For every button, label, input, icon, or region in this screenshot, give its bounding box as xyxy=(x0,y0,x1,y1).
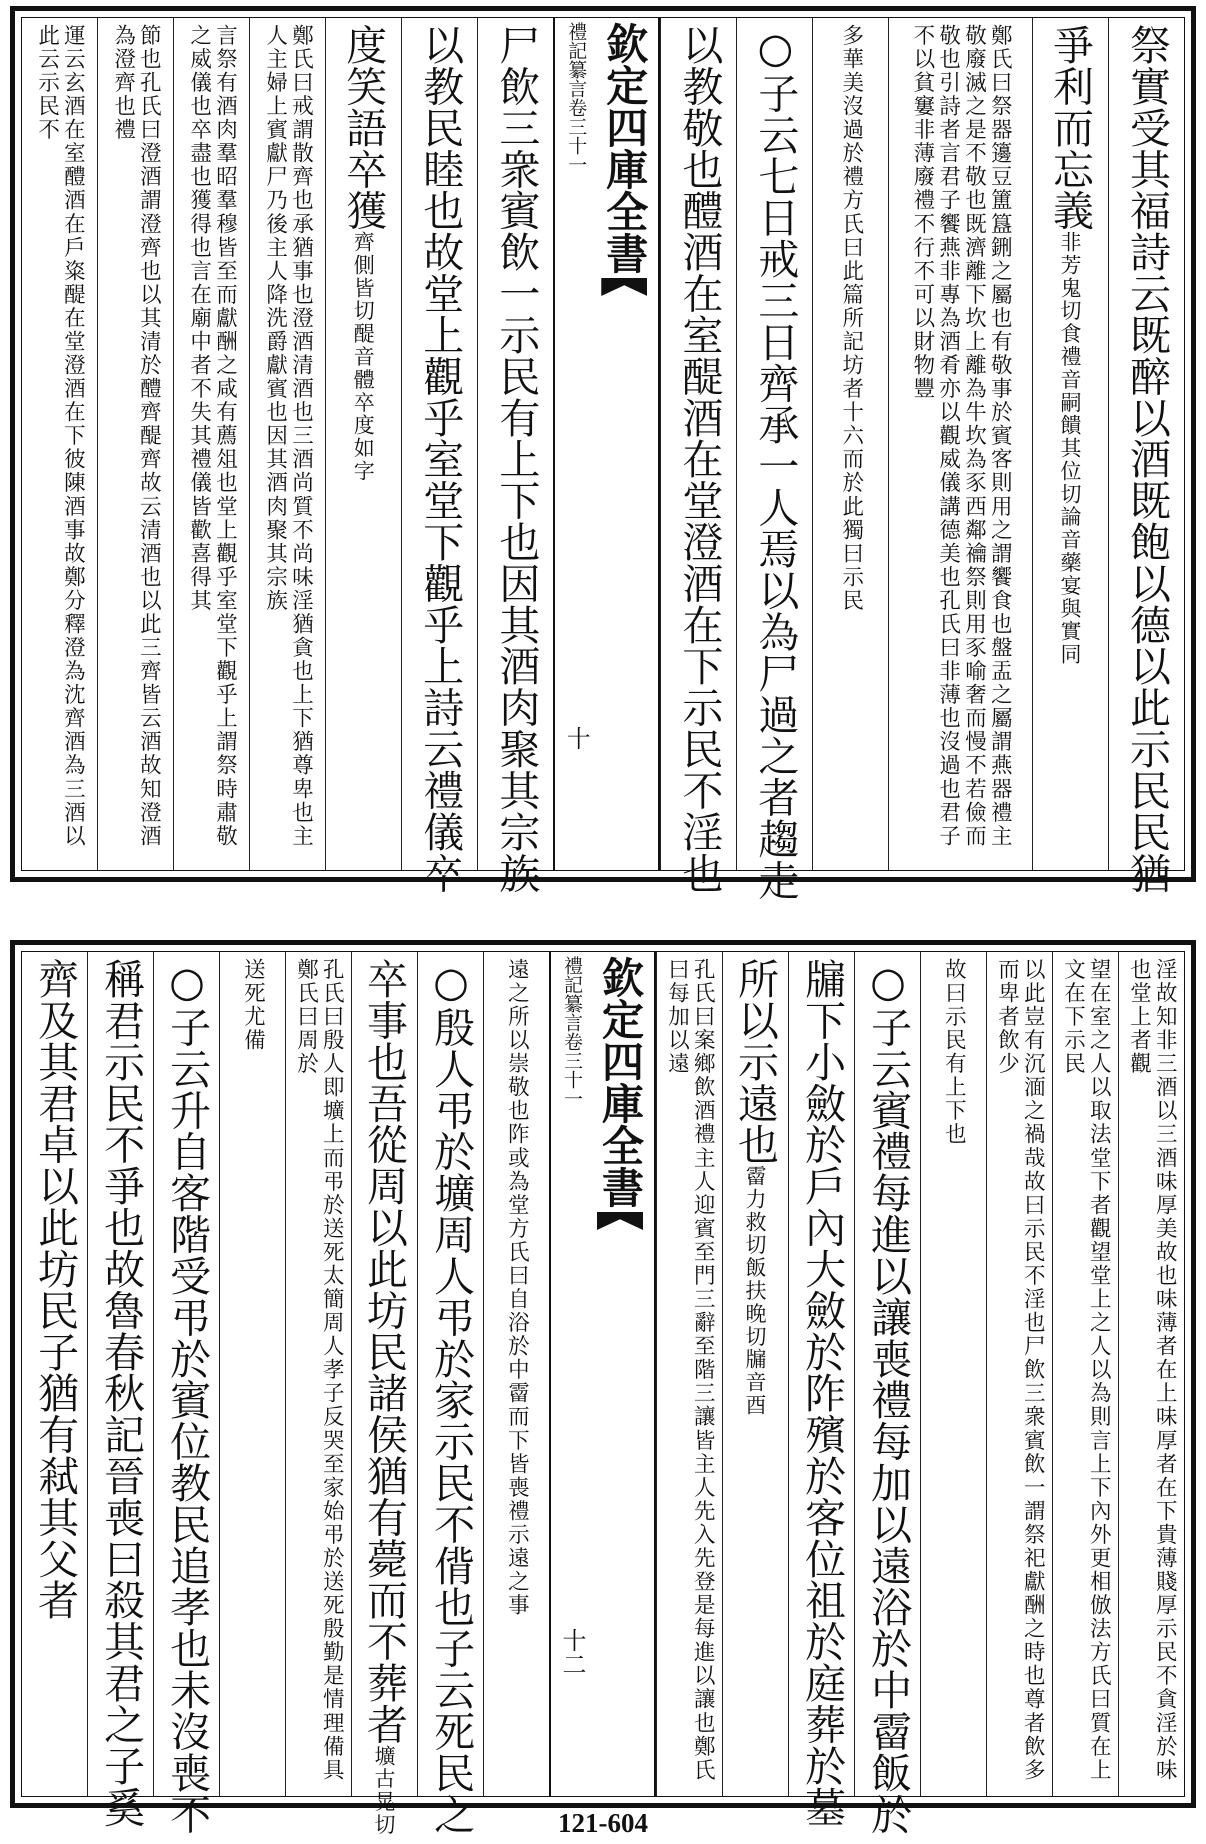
commentary-column xyxy=(888,18,1032,870)
fish-tail-mark-icon xyxy=(601,278,647,306)
text-column xyxy=(788,952,854,1828)
commentary-text: 孔氏曰殷人即壙上而弔於送死太簡周人孝子反哭至家始弔於送死殷勤是情理備具鄭氏曰周於 xyxy=(293,958,345,1782)
running-head-block xyxy=(594,22,654,870)
main-text: ○殷人弔於壙周人弔於家示民不偝也子云死民之 xyxy=(427,958,476,1835)
commentary-text: 節也孔氏曰澄酒謂澄齊也以其清於醴齊醍齊故云清酒也以此三齊皆云酒故知澄酒為澄齊也禮 xyxy=(110,24,162,848)
text-column xyxy=(477,18,553,894)
main-text: 祭實受其福詩云既醉以酒既飽以德以此示民民猶 xyxy=(1123,24,1172,894)
commentary-column xyxy=(812,18,888,870)
center-fold-column xyxy=(549,952,656,1796)
text-column xyxy=(351,952,417,1837)
commentary-text: 淫故知非三酒以三酒味厚美故也味薄者在上味厚者在下貴薄賤厚示民不貪淫於味也堂上者觀 xyxy=(1126,958,1178,1782)
commentary-column xyxy=(1118,952,1184,1796)
page-upper xyxy=(10,6,1196,901)
commentary-column xyxy=(1052,952,1118,1796)
main-text: 以教敬也醴酒在室醍酒在堂澄酒在下示民不淫也 xyxy=(675,24,724,894)
mixed-text xyxy=(1041,24,1100,870)
commentary-text: 鄭氏曰戒謂散齊也承猶事也澄酒清酒也三酒尚質不尚味淫猶貪也上下猶尊卑也主人主婦上賓獻尸乃後主人降洗爵獻賓也因其酒肉聚其宗族 xyxy=(262,24,314,848)
commentary-column xyxy=(22,18,97,870)
juan-number: 卷三十一 xyxy=(565,98,588,174)
main-text: 卒事也吾從周以此坊民諸侯猶有薨而不葬者 xyxy=(360,958,408,1745)
commentary-column xyxy=(986,952,1052,1796)
text-column xyxy=(660,18,736,894)
commentary-text: 多華美沒過於禮方氏曰此篇所記坊者十六而於此獨曰示民 xyxy=(838,24,864,613)
mixed-text xyxy=(726,958,785,1796)
page-number: 121-604 xyxy=(558,1808,648,1838)
main-text: 尸飲三衆賓飲一示民有上下也因其酒肉聚其宗族 xyxy=(492,24,541,894)
leaf-number: 十 xyxy=(562,726,591,750)
volume-info xyxy=(555,956,590,1796)
commentary-column xyxy=(173,18,249,870)
commentary-text: 遠之所以崇敬也阼或為堂方氏曰自浴於中霤而下皆喪禮示遠之事 xyxy=(504,958,530,1618)
text-column xyxy=(417,952,483,1835)
main-text: 牖下小斂於戶內大斂於阼殯於客位祖於庭葬於墓 xyxy=(798,958,847,1828)
text-column xyxy=(87,952,153,1828)
commentary-column xyxy=(249,18,325,870)
commentary-column xyxy=(97,18,173,870)
commentary-text: 言祭有酒肉羣昭羣穆皆至而獻酬之咸有薦俎也堂上觀乎室堂下觀乎上謂祭時肅敬之威儀也卒盡也獲得也言在廟中者不失其禮儀皆歡喜得其 xyxy=(186,24,238,848)
commentary-column xyxy=(656,952,722,1796)
commentary-column xyxy=(483,952,549,1796)
running-head: 欽定四庫全書 xyxy=(596,956,645,1208)
main-text: 齊及其君卓以此坊民子猶有弒其父者 xyxy=(31,958,80,1621)
text-column xyxy=(401,18,477,894)
juan-number: 卷三十一 xyxy=(561,1032,583,1108)
center-fold-column xyxy=(553,18,660,870)
text-column xyxy=(854,952,920,1835)
commentary-text: 以此豈有沉湎之禍哉故曰示民不淫也尸飲三衆賓飲一謂祭祀獻酬之時也尊者飲多而卑者飲少 xyxy=(994,958,1046,1782)
commentary-text: 故曰示民有上下也 xyxy=(941,958,967,1147)
annotation-text: 非芳鬼切食禮音嗣饋其位切論音藥宴與實同 xyxy=(1057,231,1082,666)
commentary-text: 運云玄酒在室醴酒在戶粢醍在堂澄酒在下彼陳酒事故鄭分釋澄為沈齊酒為三酒以此云示民不 xyxy=(34,24,86,848)
commentary-column xyxy=(219,952,285,1796)
page-upper-frame xyxy=(21,17,1185,901)
running-head-block xyxy=(590,956,650,1796)
book-title: 禮記纂言 xyxy=(565,22,588,98)
text-column xyxy=(736,18,812,901)
running-head: 欽定四庫全書 xyxy=(600,22,650,274)
book-title: 禮記纂言 xyxy=(561,956,583,1032)
main-text: ○子云賓禮每進以讓喪禮每加以遠浴於中霤飯於 xyxy=(864,958,913,1835)
commentary-column xyxy=(285,952,351,1796)
text-column xyxy=(1032,18,1108,870)
leaf-number: 十二 xyxy=(558,1628,586,1676)
volume-info xyxy=(559,22,594,870)
mixed-text xyxy=(355,958,414,1837)
main-text: 稱君示民不爭也故魯春秋記晉喪曰殺其君之子奚 xyxy=(97,958,146,1828)
commentary-text: 望在室之人以取法堂下者觀望堂上之人以為則言上下內外更相倣法方氏曰質在上文在下示民 xyxy=(1060,958,1112,1782)
commentary-text: 鄭氏曰祭器籩豆簠簋鉶之屬也有敬事於賓客則用之謂饗食也盤盂之屬謂燕器禮主敬廢滅之是不敬也既濟離下坎上離為牛坎為豕西鄰禴祭則用豕喻奢而慢不若儉而敬也引詩者言君子饗燕非專為酒肴亦以觀威儀講德美也孔氏曰非薄也沒過也君子不以貧窶非薄廢禮不行不可以財物豐 xyxy=(909,24,1013,848)
commentary-text: 孔氏曰案鄉飲酒禮主人迎賓至門三辭至階三讓皆主人先入先登是每進以讓也鄭氏曰每加以遠 xyxy=(664,958,716,1782)
main-text: ○子云升自客階受弔於賓位教民追孝也未沒喪不 xyxy=(163,958,212,1835)
main-text: 以教民睦也故堂上觀乎室堂下觀乎上詩云禮儀卒 xyxy=(416,24,465,894)
main-text: ○子云七日戒三日齊承一人焉以為尸過之者趨走 xyxy=(751,24,800,901)
annotation-text: 霤力救切飯扶晚切牖音酉 xyxy=(743,1165,767,1417)
annotation-text: 壙古晃切 xyxy=(372,1744,396,1837)
mixed-text xyxy=(334,24,393,870)
fish-tail-mark-icon xyxy=(597,1212,643,1240)
main-text: 所以示遠也 xyxy=(731,958,779,1166)
commentary-column xyxy=(920,952,986,1796)
commentary-text: 送死尤備 xyxy=(240,958,266,1053)
annotation-text: 齊側皆切醍音體卒度如字 xyxy=(351,231,376,483)
main-text: 爭利而忘義 xyxy=(1045,24,1094,232)
text-column xyxy=(722,952,788,1796)
text-column xyxy=(1108,18,1184,894)
text-column xyxy=(153,952,219,1835)
main-text: 度笑語卒獲 xyxy=(339,24,388,232)
text-column xyxy=(325,18,401,870)
text-column xyxy=(22,952,87,1796)
